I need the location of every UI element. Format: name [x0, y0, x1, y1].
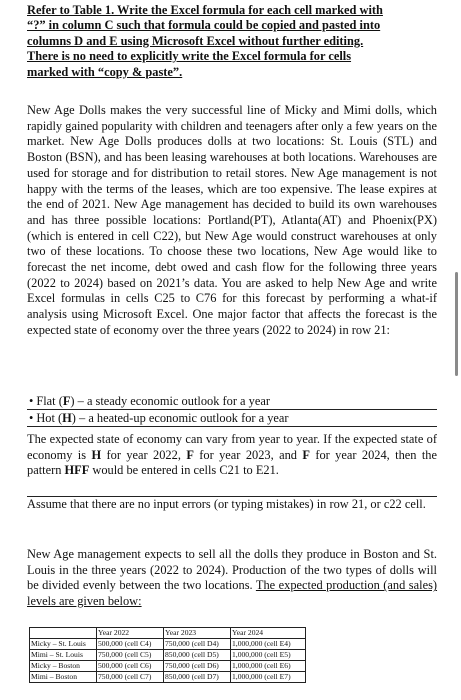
text-span: H	[91, 447, 102, 462]
production-table	[29, 627, 306, 683]
table-cell: Mimi – Boston	[30, 672, 97, 683]
table-cell: 750,000 (cell D6)	[164, 661, 231, 672]
table-cell: 750,000 (cell C7)	[97, 672, 164, 683]
bullet-icon: •	[29, 394, 34, 408]
bullet-text: ) – a steady economic outlook for a year	[70, 394, 270, 408]
text-span: would be entered in cells C21 to E21.	[89, 463, 279, 478]
text-span: for year 2023, and	[193, 447, 303, 462]
company-description-paragraph: New Age Dolls makes the very successful line of Micky and Mimi dolls, which rapidly gained popularity with children and teenagers after only a few years on the market. New Age Dolls produces dolls at two locations: St. Louis (STL) and Boston (BSN), and has been leasing warehouses at both locations. Warehouses are used for storage and for distribution to retail stores. New Age management is not happy with the terms of the leases, which are too expensive. The lease expires at the end of 2021. New Age management has decided to build its own warehouses and has three possible locations: Portland(PT), Atlanta(AT) and Phoenix(PX) (which is entered in cell C22), but New Age would construct warehouses at only two of these locations. To choose these two locations, New Age would like to forecast the net income, debt owed and cash flow for the following three years (2022 to 2024) based on 2021’s data. You are asked to help New Age and write Excel formulas in cells C25 to C76 for this forecast by performing a what-if analysis using Microsoft Excel. One major factor that affects the forecast is the expected state of economy over the three years (2022 to 2024) in row 21:	[27, 103, 437, 337]
table-cell: 500,000 (cell C6)	[97, 661, 164, 672]
assumption-paragraph: Assume that there are no input errors (or typing mistakes) in row 21, or c22 cell.	[27, 496, 437, 513]
table-cell: 750,000 (cell D4)	[164, 639, 231, 650]
text-span: The expected state of economy can vary from year to year. If the expected state of economy is	[27, 432, 437, 462]
instructions-line: columns D and E using Microsoft Excel without further editing.	[27, 33, 364, 48]
text-span: for year 2024, then the pattern	[27, 447, 438, 478]
scrollbar-thumb[interactable]	[455, 272, 458, 376]
economy-outlook-list	[27, 393, 437, 427]
economy-pattern-paragraph	[27, 432, 437, 479]
text-span: HFF	[64, 463, 90, 478]
table-header: Year 2022	[97, 628, 164, 639]
instructions-line: marked with “copy & paste”.	[27, 64, 183, 79]
bullet-text: ) – a heated-up economic outlook for a year	[71, 411, 289, 425]
production-paragraph	[27, 547, 437, 610]
text-span: F	[186, 447, 194, 462]
table-cell: Mimi – St. Louis	[30, 650, 97, 661]
text-span: for year 2022,	[101, 447, 187, 462]
table-cell: 850,000 (cell D5)	[164, 650, 231, 661]
instructions-heading	[27, 3, 437, 80]
table-cell: Micky – Boston	[30, 661, 97, 672]
instructions-line: Refer to Table 1. Write the Excel formula for each cell marked with	[27, 3, 383, 17]
table-header-row	[30, 628, 306, 639]
table-cell: 1,000,000 (cell E7)	[231, 672, 306, 683]
table-cell: 850,000 (cell D7)	[164, 672, 231, 683]
bullet-icon: •	[29, 411, 34, 425]
instructions-line: “?” in column C such that formula could be copied and pasted into	[27, 18, 381, 33]
table-cell: 1,000,000 (cell E4)	[231, 639, 306, 650]
table-cell: Micky – St. Louis	[30, 639, 97, 650]
list-item	[27, 393, 437, 410]
bullet-text: Flat (	[36, 394, 63, 408]
list-item	[27, 410, 437, 427]
text-span: F	[302, 447, 310, 462]
table-row	[30, 661, 306, 672]
bullet-text: Hot (	[36, 411, 63, 425]
table-header: Year 2023	[164, 628, 231, 639]
text-span: The expected production (and sales) levels are given below:	[27, 578, 438, 609]
bullet-letter: F	[62, 394, 71, 408]
table-header: Year 2024	[231, 628, 306, 639]
table-cell: 500,000 (cell C4)	[97, 639, 164, 650]
table-row	[30, 639, 306, 650]
instructions-line: There is no need to explicitly write the Excel formula for cells	[27, 49, 352, 64]
bullet-letter: H	[62, 411, 72, 425]
table-cell: 1,000,000 (cell E6)	[231, 661, 306, 672]
table-cell: 750,000 (cell C5)	[97, 650, 164, 661]
text-span: New Age management expects to sell all the dolls they produce in Boston and St. Louis in the three years (2022 to 2024). Production of the two types of dolls will be divided evenly between the two locations.	[27, 547, 437, 593]
table-row	[30, 672, 306, 683]
table-row	[30, 650, 306, 661]
table-header	[30, 628, 97, 639]
table-cell: 1,000,000 (cell E5)	[231, 650, 306, 661]
